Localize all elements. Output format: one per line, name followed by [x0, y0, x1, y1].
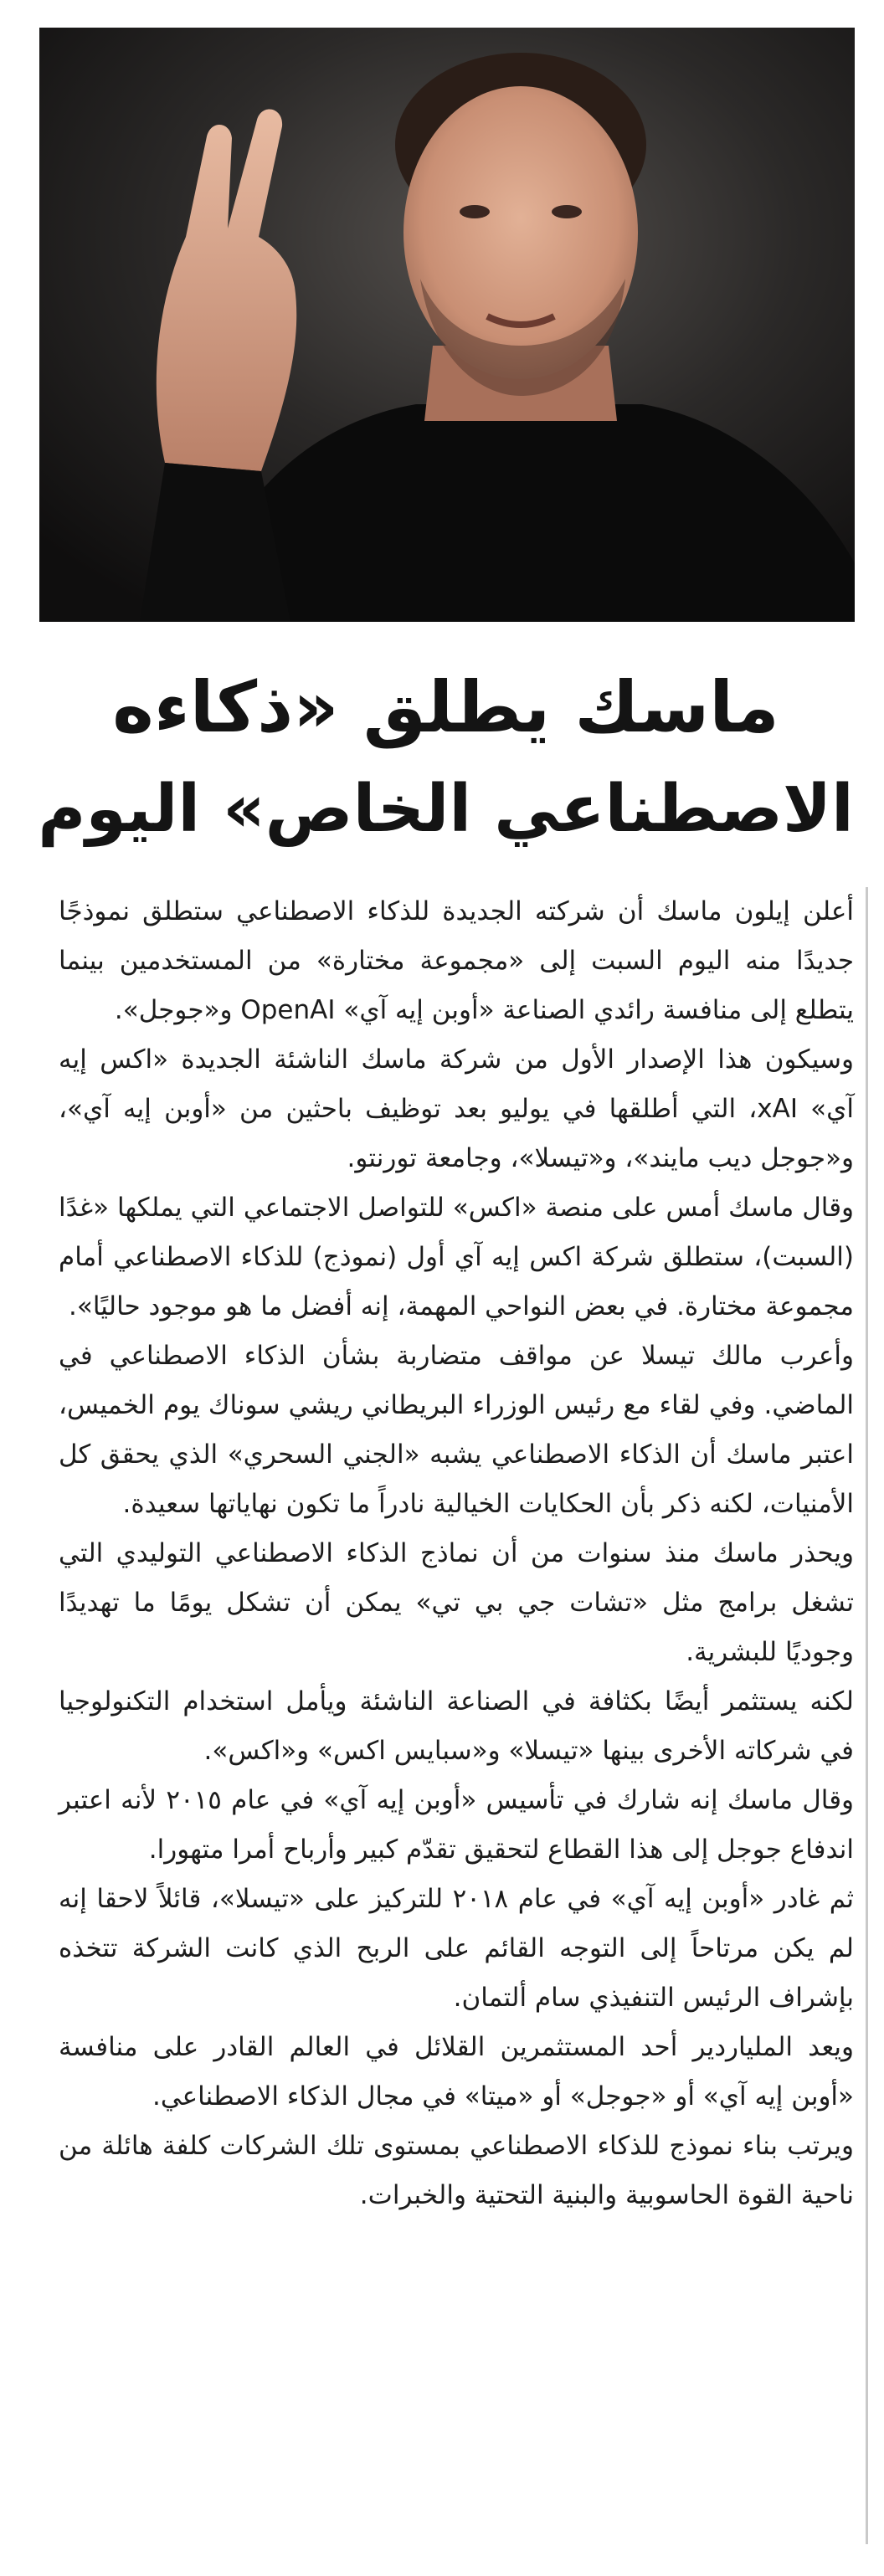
portrait-photo-icon: [39, 28, 855, 622]
article-paragraph: ويعد الملياردير أحد المستثمرين القلائل في العالم القادر على منافسة «أوبن إيه آي» أو «جوجل» أو «ميتا» في مجال الذكاء الاصطناعي.: [59, 2032, 854, 2112]
article-paragraph: لكنه يستثمر أيضًا بكثافة في الصناعة الناشئة ويأمل استخدام التكنولوجيا في شركاته الأخرى بينها «تيسلا» و«سبايس اكس» و«اكس».: [59, 1686, 854, 1766]
article-paragraph: وسيكون هذا الإصدار الأول من شركة ماسك الناشئة الجديدة «اكس إيه آي» xAI، التي أطلقها في يوليو بعد توظيف باحثين من «أوبن إيه آي»، و«جوجل ديب مايند»، و«تيسلا»، وجامعة تورنتو.: [59, 1044, 855, 1173]
headline-line-1: ماسك يطلق «ذكاءه: [112, 666, 779, 748]
article-paragraph: وقال ماسك أمس على منصة «اكس» للتواصل الاجتماعي التي يملكها «غدًا (السبت)، ستطلق شركة اكس إيه آي أول (نموذج) للذكاء الاصطناعي أمام مجموعة مختارة. في بعض النواحي المهمة، إنه أفضل ما هو موجود حاليًا».: [59, 1193, 854, 1321]
article-paragraph: ثم غادر «أوبن إيه آي» في عام ٢٠١٨ للتركيز على «تيسلا»، قائلاً لاحقا إنه لم يكن مرتاحاً إلى التوجه القائم على الربح الذي كانت الشركة تتخذه بإشراف الرئيس التنفيذي سام ألتمان.: [59, 1884, 854, 2013]
article-paragraph: ويرتب بناء نموذج للذكاء الاصطناعي بمستوى تلك الشركات كلفة هائلة من ناحية القوة الحاسوبية والبنية التحتية والخبرات.: [59, 2131, 854, 2210]
article-paragraph: ويحذر ماسك منذ سنوات من أن نماذج الذكاء الاصطناعي التوليدي التي تشغل برامج مثل «تشات جي بي تي» يمكن أن تشكل يومًا ما تهديدًا وجوديًا للبشرية.: [59, 1538, 854, 1667]
article-paragraph: وأعرب مالك تيسلا عن مواقف متضاربة بشأن الذكاء الاصطناعي في الماضي. وفي لقاء مع رئيس الوزراء البريطاني ريشي سوناك يوم الخميس، اعتبر ماسك أن الذكاء الاصطناعي يشبه «الجني السحري» الذي يحقق كل الأمنيات، لكنه ذكر بأن الحكايات الخيالية نادراً ما تكون نهاياتها سعيدة.: [59, 1341, 854, 1519]
article-paragraph: أعلن إيلون ماسك أن شركته الجديدة للذكاء الاصطناعي ستطلق نموذجًا جديدًا منه اليوم السبت إلى «مجموعة مختارة» من المستخدمين بينما يتطلع إلى منافسة رائدي الصناعة «أوبن إيه آي» OpenAI و«جوجل».: [59, 896, 854, 1025]
article-photo: [39, 28, 855, 622]
column-rule: [866, 887, 868, 2544]
headline-line-2: الاصطناعي الخاص» اليوم: [38, 772, 854, 847]
article-paragraph: وقال ماسك إنه شارك في تأسيس «أوبن إيه آي» في عام ٢٠١٥ لأنه اعتبر اندفاع جوجل إلى هذا القطاع لتحقيق تقدّم كبير وأرباح أمرا متهورا.: [59, 1785, 854, 1865]
article-body: [59, 887, 854, 2220]
